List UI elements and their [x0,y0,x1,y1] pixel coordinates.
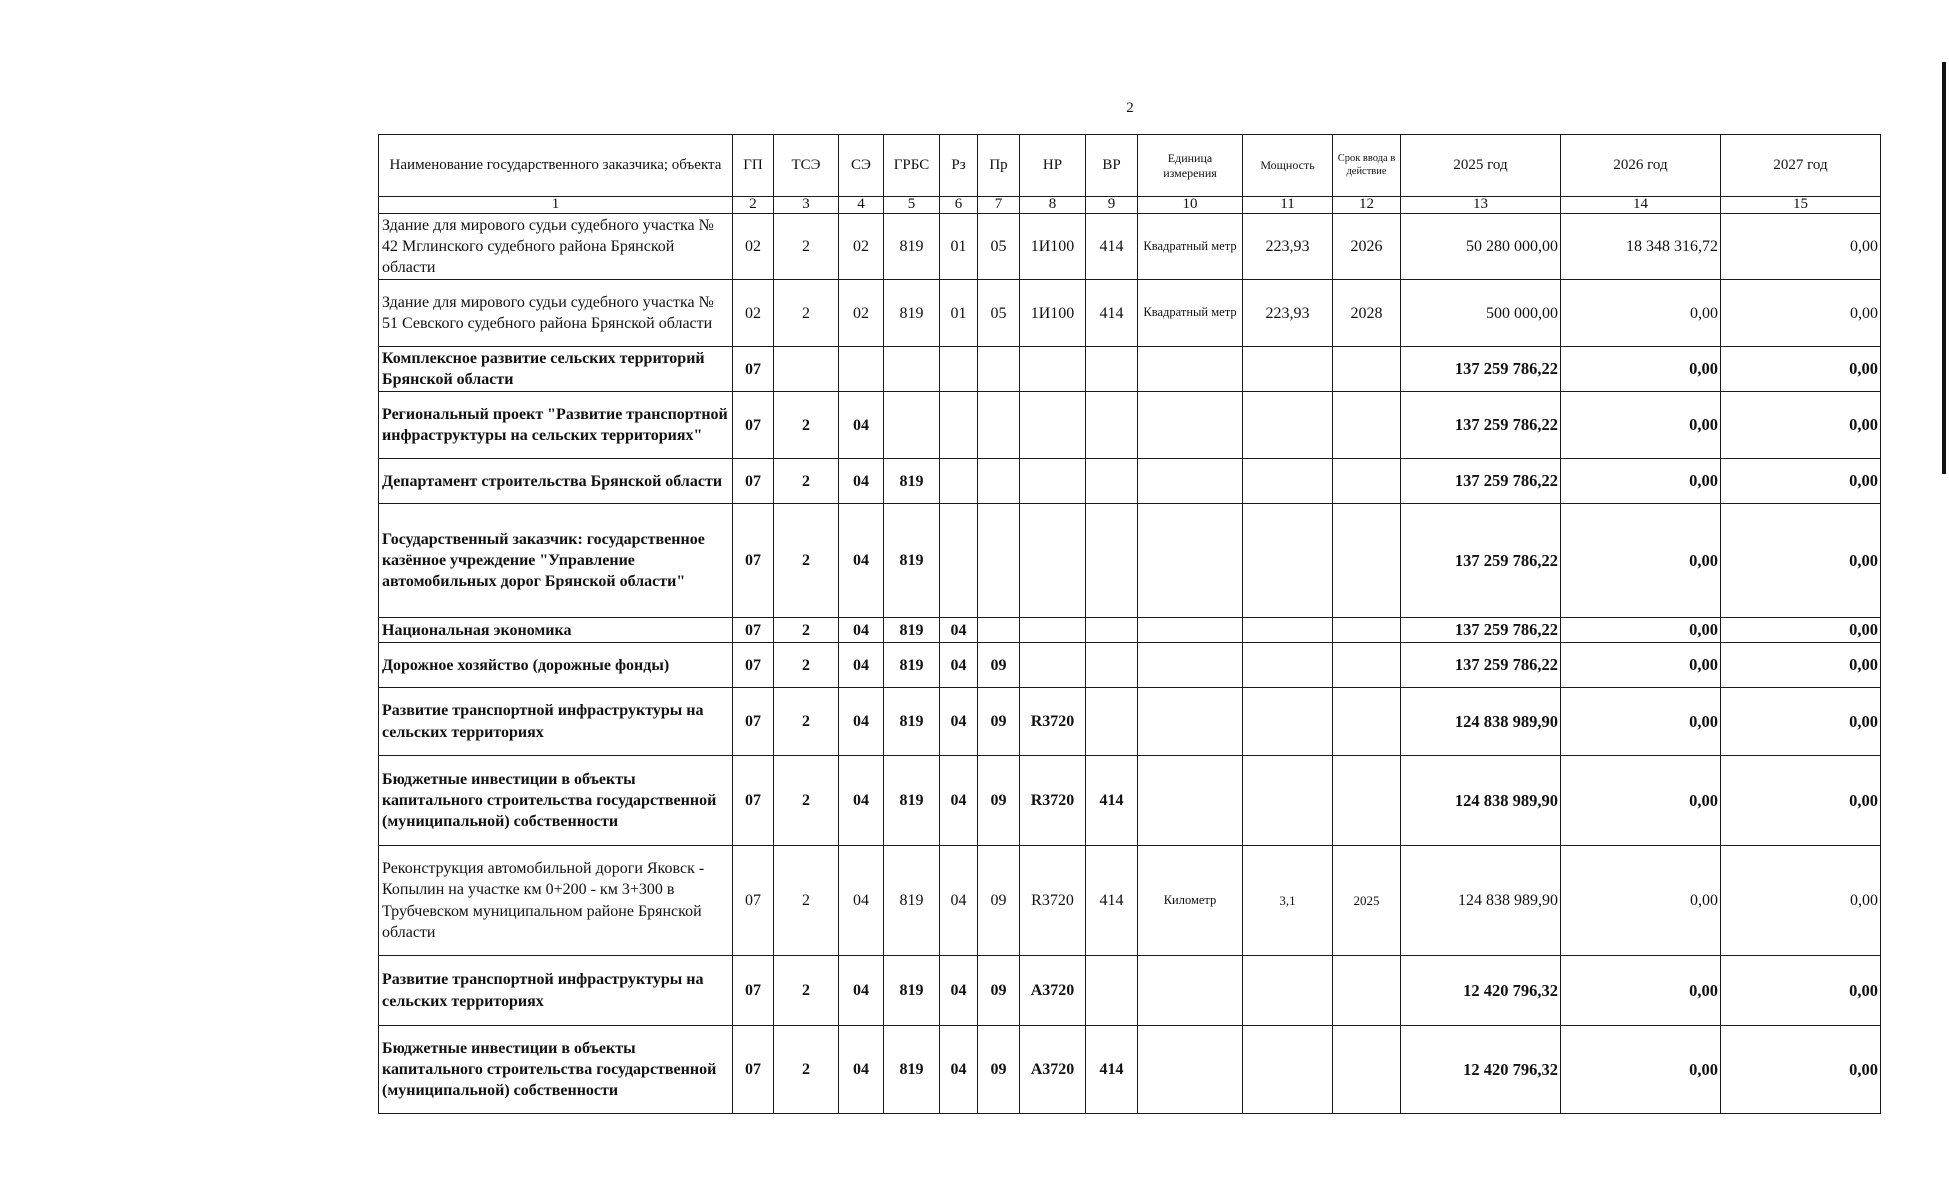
cell-pr: 05 [978,280,1020,347]
cell-rz: 01 [940,280,978,347]
cell-deadline [1333,756,1401,846]
header-nr: НР [1020,135,1086,197]
cell-deadline: 2026 [1333,213,1401,279]
cell-se [839,347,884,392]
cell-pr [978,347,1020,392]
header-unit: Единица измерения [1138,135,1243,197]
table-row [379,280,1881,347]
cell-vr: 414 [1086,280,1138,347]
cell-capacity [1243,1026,1333,1114]
cell-grbs [884,392,940,459]
cell-se: 04 [839,756,884,846]
cell-unit [1138,956,1243,1026]
object-name: Комплексное развитие сельских территорий Брянской области [379,347,733,392]
header-vr: ВР [1086,135,1138,197]
table-row [379,643,1881,688]
page-number: 2 [1126,100,1134,116]
cell-pr [978,504,1020,618]
cell-tse: 2 [774,1026,839,1114]
cell-2027: 0,00 [1721,618,1881,643]
cell-deadline [1333,504,1401,618]
column-number: 11 [1243,197,1333,214]
cell-2027: 0,00 [1721,688,1881,756]
cell-capacity [1243,618,1333,643]
cell-deadline [1333,618,1401,643]
header-tse: ТСЭ [774,135,839,197]
column-number: 9 [1086,197,1138,214]
cell-se: 04 [839,618,884,643]
cell-grbs [884,347,940,392]
cell-2027: 0,00 [1721,504,1881,618]
header-2027: 2027 год [1721,135,1881,197]
cell-grbs: 819 [884,643,940,688]
cell-grbs: 819 [884,688,940,756]
cell-2025: 137 259 786,22 [1401,392,1561,459]
cell-2025: 124 838 989,90 [1401,688,1561,756]
header-gp: ГП [733,135,774,197]
cell-gp: 07 [733,392,774,459]
cell-2026: 0,00 [1561,392,1721,459]
cell-2027: 0,00 [1721,643,1881,688]
cell-unit [1138,347,1243,392]
cell-tse: 2 [774,756,839,846]
cell-vr [1086,956,1138,1026]
cell-rz: 01 [940,213,978,279]
cell-2026: 0,00 [1561,1026,1721,1114]
cell-nr: 1И100 [1020,213,1086,279]
cell-nr [1020,618,1086,643]
column-number: 15 [1721,197,1881,214]
object-name: Развитие транспортной инфраструктуры на сельских территориях [379,956,733,1026]
header-2025: 2025 год [1401,135,1561,197]
cell-rz [940,504,978,618]
cell-capacity [1243,643,1333,688]
header-pr: Пр [978,135,1020,197]
table-row [379,618,1881,643]
cell-grbs: 819 [884,618,940,643]
column-number: 4 [839,197,884,214]
cell-vr [1086,618,1138,643]
table-row [379,688,1881,756]
cell-tse: 2 [774,846,839,956]
table-row [379,392,1881,459]
cell-2026: 0,00 [1561,846,1721,956]
cell-se: 04 [839,688,884,756]
column-number: 7 [978,197,1020,214]
cell-2025: 137 259 786,22 [1401,504,1561,618]
cell-2025: 137 259 786,22 [1401,347,1561,392]
cell-2027: 0,00 [1721,459,1881,504]
table-row [379,1026,1881,1114]
cell-2027: 0,00 [1721,846,1881,956]
cell-capacity [1243,504,1333,618]
cell-2027: 0,00 [1721,280,1881,347]
column-number: 8 [1020,197,1086,214]
cell-pr: 09 [978,643,1020,688]
cell-rz: 04 [940,643,978,688]
cell-rz: 04 [940,1026,978,1114]
cell-vr [1086,688,1138,756]
cell-se: 04 [839,392,884,459]
cell-grbs: 819 [884,756,940,846]
budget-table [378,134,1881,1114]
table-row [379,213,1881,279]
cell-nr: R3720 [1020,756,1086,846]
cell-se: 04 [839,459,884,504]
table-row [379,504,1881,618]
cell-2025: 500 000,00 [1401,280,1561,347]
cell-pr: 05 [978,213,1020,279]
object-name: Бюджетные инвестиции в объекты капитального строительства государственной (муниципальной) собственности [379,1026,733,1114]
cell-tse: 2 [774,643,839,688]
cell-unit [1138,392,1243,459]
cell-gp: 07 [733,504,774,618]
cell-deadline [1333,1026,1401,1114]
cell-nr: R3720 [1020,688,1086,756]
cell-unit [1138,618,1243,643]
cell-nr [1020,459,1086,504]
header-se: СЭ [839,135,884,197]
table-row [379,756,1881,846]
object-name: Реконструкция автомобильной дороги Яковск - Копылин на участке км 0+200 - км 3+300 в Трубчевском муниципальном районе Брянской области [379,846,733,956]
cell-grbs: 819 [884,1026,940,1114]
cell-pr: 09 [978,846,1020,956]
cell-unit: Квадратный метр [1138,280,1243,347]
cell-gp: 07 [733,643,774,688]
cell-vr: 414 [1086,213,1138,279]
cell-deadline [1333,688,1401,756]
header-name: Наименование государственного заказчика; объекта [379,135,733,197]
cell-2026: 0,00 [1561,618,1721,643]
cell-pr [978,618,1020,643]
cell-se: 04 [839,1026,884,1114]
cell-nr: А3720 [1020,1026,1086,1114]
cell-rz: 04 [940,756,978,846]
cell-nr [1020,347,1086,392]
table-row [379,347,1881,392]
table-row [379,459,1881,504]
cell-se: 04 [839,956,884,1026]
cell-vr: 414 [1086,756,1138,846]
table-row [379,956,1881,1026]
cell-se: 04 [839,643,884,688]
column-number: 2 [733,197,774,214]
column-number: 1 [379,197,733,214]
column-number-row [379,197,1881,214]
cell-deadline [1333,347,1401,392]
cell-rz [940,392,978,459]
cell-2026: 18 348 316,72 [1561,213,1721,279]
scan-edge-line [1942,62,1946,474]
cell-capacity [1243,688,1333,756]
cell-tse: 2 [774,618,839,643]
column-number: 6 [940,197,978,214]
cell-2026: 0,00 [1561,347,1721,392]
cell-2027: 0,00 [1721,756,1881,846]
cell-gp: 02 [733,280,774,347]
cell-capacity [1243,956,1333,1026]
cell-unit [1138,643,1243,688]
cell-2027: 0,00 [1721,213,1881,279]
column-number: 5 [884,197,940,214]
cell-rz: 04 [940,846,978,956]
object-name: Национальная экономика [379,618,733,643]
cell-nr: А3720 [1020,956,1086,1026]
column-number: 10 [1138,197,1243,214]
cell-nr: R3720 [1020,846,1086,956]
cell-deadline: 2025 [1333,846,1401,956]
header-capacity: Мощность [1243,135,1333,197]
cell-nr [1020,392,1086,459]
column-number: 14 [1561,197,1721,214]
cell-vr [1086,459,1138,504]
cell-grbs: 819 [884,956,940,1026]
cell-unit [1138,1026,1243,1114]
cell-2025: 124 838 989,90 [1401,756,1561,846]
cell-vr: 414 [1086,1026,1138,1114]
cell-unit [1138,756,1243,846]
cell-rz [940,459,978,504]
cell-tse: 2 [774,459,839,504]
cell-capacity: 3,1 [1243,846,1333,956]
cell-2027: 0,00 [1721,392,1881,459]
cell-2026: 0,00 [1561,756,1721,846]
cell-unit [1138,688,1243,756]
cell-nr [1020,504,1086,618]
cell-capacity [1243,756,1333,846]
cell-tse: 2 [774,956,839,1026]
cell-deadline [1333,392,1401,459]
cell-pr: 09 [978,688,1020,756]
cell-se: 04 [839,846,884,956]
header-grbs: ГРБС [884,135,940,197]
object-name: Здание для мирового судьи судебного участка № 51 Севского судебного района Брянской области [379,280,733,347]
cell-2027: 0,00 [1721,347,1881,392]
cell-2027: 0,00 [1721,956,1881,1026]
column-number: 13 [1401,197,1561,214]
cell-rz: 04 [940,956,978,1026]
cell-capacity [1243,392,1333,459]
cell-grbs: 819 [884,280,940,347]
cell-2025: 50 280 000,00 [1401,213,1561,279]
cell-nr: 1И100 [1020,280,1086,347]
cell-gp: 07 [733,459,774,504]
cell-capacity: 223,93 [1243,280,1333,347]
cell-unit: Километр [1138,846,1243,956]
cell-se: 04 [839,504,884,618]
cell-2025: 137 259 786,22 [1401,459,1561,504]
object-name: Дорожное хозяйство (дорожные фонды) [379,643,733,688]
cell-2026: 0,00 [1561,280,1721,347]
cell-vr [1086,347,1138,392]
cell-rz: 04 [940,688,978,756]
cell-pr [978,392,1020,459]
cell-2025: 124 838 989,90 [1401,846,1561,956]
cell-2026: 0,00 [1561,688,1721,756]
cell-2027: 0,00 [1721,1026,1881,1114]
cell-capacity [1243,347,1333,392]
column-number: 3 [774,197,839,214]
cell-gp: 07 [733,956,774,1026]
cell-2026: 0,00 [1561,459,1721,504]
cell-nr [1020,643,1086,688]
object-name: Государственный заказчик: государственное казённое учреждение "Управление автомобильных дорог Брянской области" [379,504,733,618]
cell-pr: 09 [978,956,1020,1026]
cell-pr: 09 [978,756,1020,846]
cell-unit [1138,459,1243,504]
cell-2025: 137 259 786,22 [1401,643,1561,688]
cell-pr: 09 [978,1026,1020,1114]
header-2026: 2026 год [1561,135,1721,197]
object-name: Департамент строительства Брянской области [379,459,733,504]
object-name: Региональный проект "Развитие транспортной инфраструктуры на сельских территориях" [379,392,733,459]
cell-vr [1086,392,1138,459]
cell-tse: 2 [774,392,839,459]
header-deadline: Срок ввода в действие [1333,135,1401,197]
table-row [379,846,1881,956]
cell-grbs: 819 [884,846,940,956]
cell-rz: 04 [940,618,978,643]
cell-tse: 2 [774,213,839,279]
cell-gp: 02 [733,213,774,279]
cell-rz [940,347,978,392]
object-name: Бюджетные инвестиции в объекты капитального строительства государственной (муниципальной) собственности [379,756,733,846]
cell-vr: 414 [1086,846,1138,956]
cell-vr [1086,504,1138,618]
cell-gp: 07 [733,347,774,392]
cell-unit [1138,504,1243,618]
cell-gp: 07 [733,688,774,756]
column-number: 12 [1333,197,1401,214]
cell-gp: 07 [733,756,774,846]
cell-grbs: 819 [884,459,940,504]
cell-grbs: 819 [884,504,940,618]
header-rz: Рз [940,135,978,197]
cell-gp: 07 [733,1026,774,1114]
cell-deadline: 2028 [1333,280,1401,347]
cell-2025: 137 259 786,22 [1401,618,1561,643]
cell-2026: 0,00 [1561,956,1721,1026]
cell-gp: 07 [733,846,774,956]
cell-unit: Квадратный метр [1138,213,1243,279]
cell-capacity [1243,459,1333,504]
cell-tse: 2 [774,504,839,618]
cell-2025: 12 420 796,32 [1401,956,1561,1026]
cell-pr [978,459,1020,504]
cell-2025: 12 420 796,32 [1401,1026,1561,1114]
cell-deadline [1333,459,1401,504]
object-name: Развитие транспортной инфраструктуры на сельских территориях [379,688,733,756]
cell-se: 02 [839,280,884,347]
header-row [379,135,1881,197]
object-name: Здание для мирового судьи судебного участка № 42 Мглинского судебного района Брянской области [379,213,733,279]
cell-gp: 07 [733,618,774,643]
cell-deadline [1333,956,1401,1026]
cell-vr [1086,643,1138,688]
cell-capacity: 223,93 [1243,213,1333,279]
cell-2026: 0,00 [1561,643,1721,688]
cell-tse: 2 [774,280,839,347]
cell-2026: 0,00 [1561,504,1721,618]
cell-grbs: 819 [884,213,940,279]
cell-deadline [1333,643,1401,688]
cell-tse [774,347,839,392]
cell-tse: 2 [774,688,839,756]
cell-se: 02 [839,213,884,279]
